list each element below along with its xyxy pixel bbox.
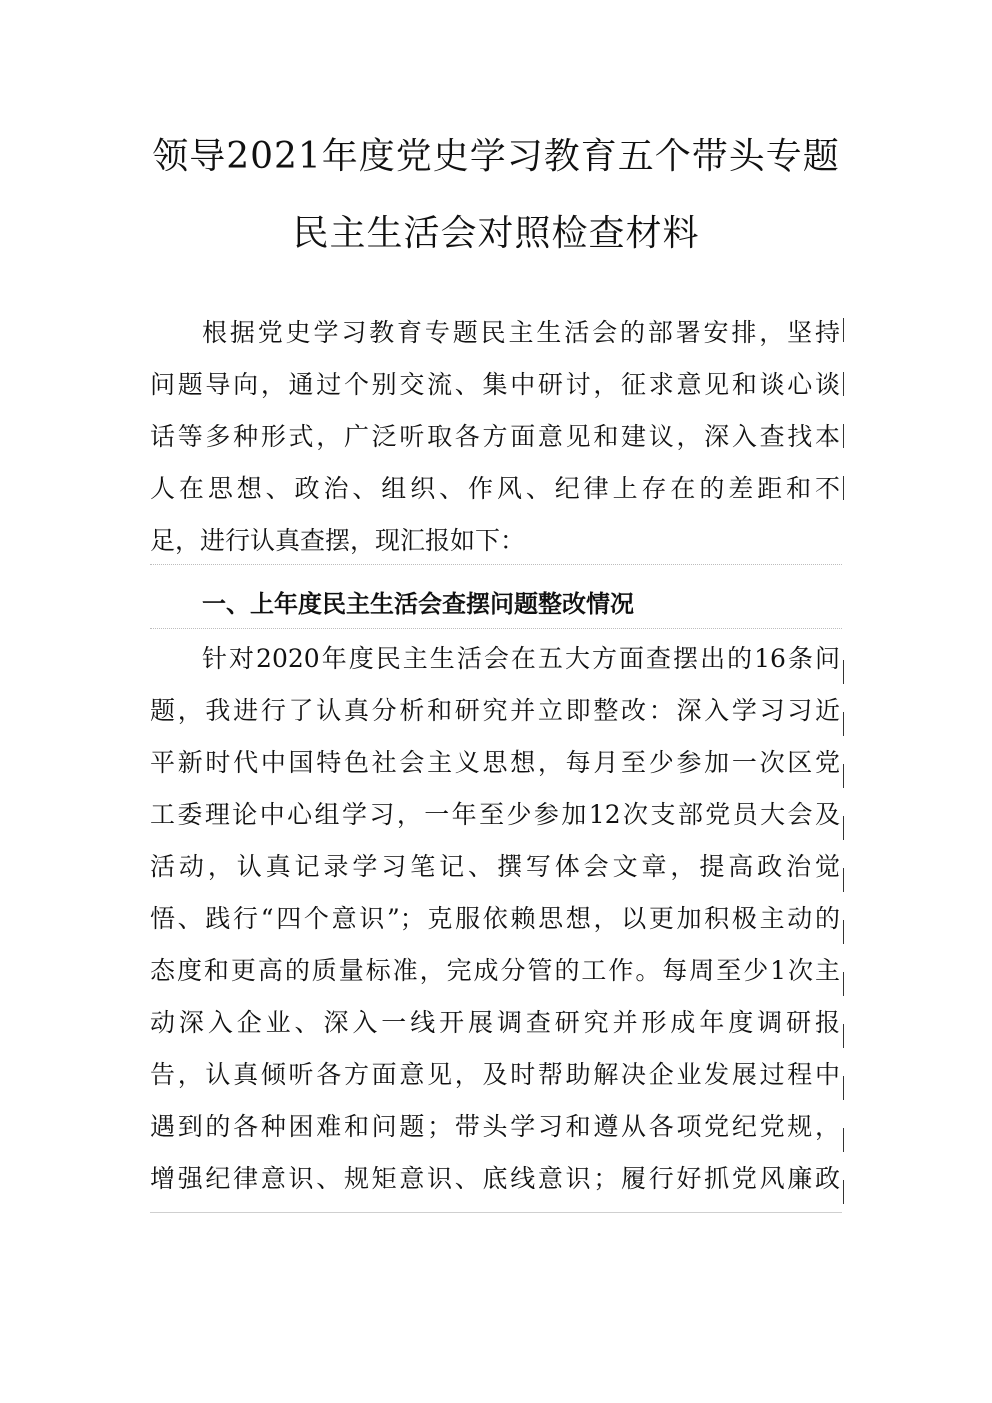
page-bottom-rule bbox=[150, 1212, 842, 1213]
paragraph-line: 增强纪律意识、规矩意识、底线意识；履行好抓党风廉政 bbox=[150, 1164, 840, 1193]
document-title-line-2: 民主生活会对照检查材料 bbox=[292, 213, 700, 254]
section-heading: 一、上年度民主生活会查摆问题整改情况 bbox=[202, 590, 634, 618]
paragraph-line: 悟、践行“四个意识”；克服依赖思想，以更加积极主动的 bbox=[150, 904, 840, 933]
paragraph-line: 告，认真倾听各方面意见，及时帮助解决企业发展过程中 bbox=[150, 1060, 840, 1089]
paragraph-line: 人在思想、政治、组织、作风、纪律上存在的差距和不 bbox=[150, 474, 840, 503]
margin-mark bbox=[843, 868, 844, 892]
paragraph-line: 活动，认真记录学习笔记、撰写体会文章，提高政治觉 bbox=[150, 852, 840, 881]
margin-mark bbox=[843, 1076, 844, 1100]
margin-mark bbox=[843, 972, 844, 996]
margin-mark bbox=[843, 318, 844, 342]
paragraph-line: 根据党史学习教育专题民主生活会的部署安排，坚持 bbox=[202, 318, 840, 347]
paragraph-line: 动深入企业、深入一线开展调查研究并形成年度调研报 bbox=[150, 1008, 840, 1037]
paragraph-line: 工委理论中心组学习，一年至少参加12次支部党员大会及 bbox=[150, 800, 840, 829]
margin-mark bbox=[843, 476, 844, 500]
margin-mark bbox=[843, 816, 844, 840]
paragraph-line: 话等多种形式，广泛听取各方面意见和建议，深入查找本 bbox=[150, 422, 840, 451]
paragraph-line: 足，进行认真查摆，现汇报如下： bbox=[150, 526, 526, 555]
margin-mark bbox=[843, 1180, 844, 1204]
margin-mark bbox=[843, 424, 844, 448]
divider bbox=[150, 564, 842, 565]
margin-mark bbox=[843, 764, 844, 788]
margin-mark bbox=[843, 920, 844, 944]
margin-mark bbox=[843, 660, 844, 684]
margin-mark bbox=[843, 372, 844, 396]
paragraph-line: 平新时代中国特色社会主义思想，每月至少参加一次区党 bbox=[150, 748, 840, 777]
margin-mark bbox=[843, 712, 844, 736]
margin-mark bbox=[843, 1024, 844, 1048]
paragraph-line: 遇到的各种困难和问题；带头学习和遵从各项党纪党规， bbox=[150, 1112, 840, 1141]
paragraph-line: 题，我进行了认真分析和研究并立即整改：深入学习习近 bbox=[150, 696, 840, 725]
paragraph-line: 态度和更高的质量标准，完成分管的工作。每周至少1次主 bbox=[150, 956, 840, 985]
paragraph-line: 针对2020年度民主生活会在五大方面查摆出的16条问 bbox=[202, 644, 840, 673]
paragraph-line: 问题导向，通过个别交流、集中研讨，征求意见和谈心谈 bbox=[150, 370, 840, 399]
document-title-line-1: 领导2021年度党史学习教育五个带头专题 bbox=[152, 136, 840, 177]
divider bbox=[150, 628, 842, 629]
margin-mark bbox=[843, 1128, 844, 1152]
section-body-paragraph bbox=[150, 632, 840, 1212]
intro-paragraph bbox=[150, 306, 840, 566]
